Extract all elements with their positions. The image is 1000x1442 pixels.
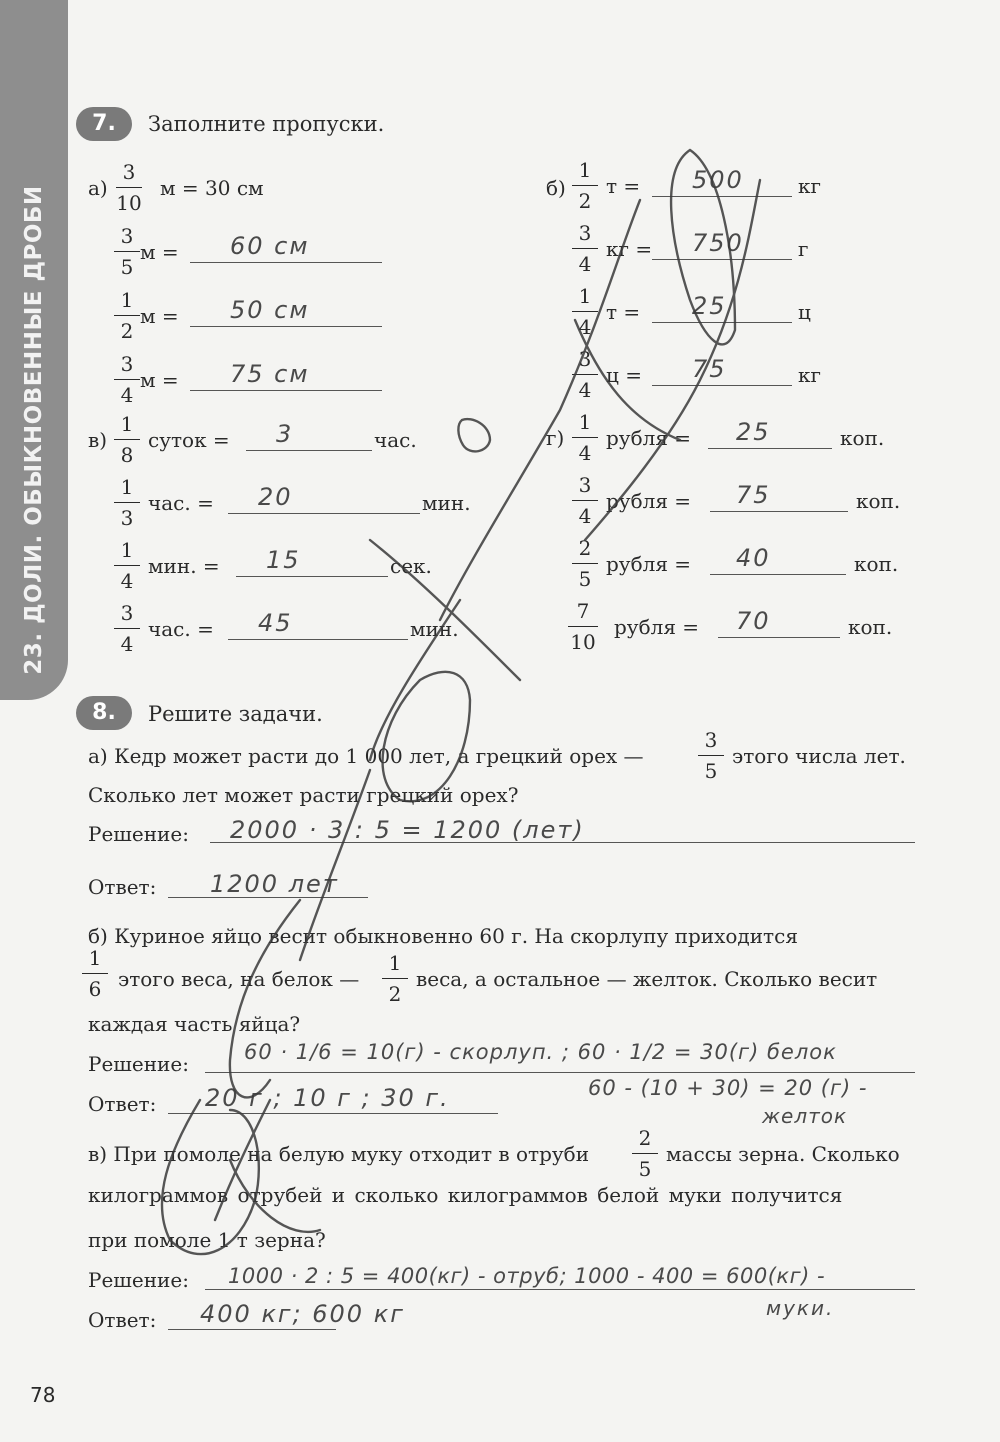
handwritten-answer: 75	[692, 355, 727, 383]
unit-label: коп.	[840, 426, 885, 450]
task-8b-text-3: каждая часть яйца?	[88, 1012, 301, 1036]
fraction: 3 4	[570, 221, 600, 276]
fraction: 2 5	[630, 1126, 660, 1181]
task-8-badge: 8.	[76, 696, 132, 730]
task-8a-solution-label: Решение:	[88, 822, 189, 846]
answer-line	[168, 1329, 336, 1330]
unit-label: час. =	[148, 617, 214, 641]
answer-line	[652, 385, 792, 386]
unit-label: коп.	[856, 489, 901, 513]
task-7g-label: г)	[546, 426, 565, 450]
unit-label: коп.	[854, 552, 899, 576]
handwritten-answer: 15	[266, 546, 301, 574]
unit-label: кг	[798, 363, 821, 387]
fraction: 1 4	[112, 538, 142, 593]
unit-label: м =	[140, 304, 179, 328]
handwritten-answer: 40	[736, 544, 771, 572]
unit-label: кг	[798, 174, 821, 198]
handwritten-answer: 75 см	[230, 360, 310, 388]
unit-label: коп.	[848, 615, 893, 639]
unit-label: м =	[140, 368, 179, 392]
handwritten-answer: 3	[276, 420, 294, 448]
unit-label: г	[798, 237, 809, 261]
handwritten-answer: 70	[736, 607, 771, 635]
handwritten-answer: 50 см	[230, 296, 310, 324]
handwritten-answer: 25	[692, 292, 727, 320]
fraction: 2 5	[570, 536, 600, 591]
fraction: 3 5	[696, 728, 726, 783]
unit-label: т =	[606, 300, 641, 324]
task-8b-text-2a: этого веса, на белок —	[118, 967, 360, 991]
task-8a-text-2: Сколько лет может расти грецкий орех?	[88, 783, 519, 807]
task-8v-answer: 400 кг; 600 кг	[200, 1300, 405, 1328]
answer-line	[718, 637, 840, 638]
task-8a-answer-label: Ответ:	[88, 875, 157, 899]
answer-line	[652, 322, 792, 323]
answer-line	[190, 262, 382, 263]
answer-line	[710, 574, 846, 575]
task-8v-solution-2: муки.	[766, 1296, 835, 1320]
task-8-title: Решите задачи.	[148, 702, 323, 726]
handwritten-answer: 500	[692, 166, 744, 194]
task-8b-answer: 20 г ; 10 г ; 30 г.	[205, 1084, 450, 1112]
task-7-badge: 7.	[76, 107, 132, 141]
chapter-title: 23. ДОЛИ. ОБЫКНОВЕННЫЕ ДРОБИ	[21, 185, 47, 675]
fraction: 3 5	[112, 224, 142, 279]
unit-label: ц =	[606, 363, 642, 387]
fraction: 1 4	[570, 410, 600, 465]
fraction: 7 10	[566, 599, 600, 654]
task-7b-label: б)	[546, 176, 566, 200]
unit-label: рубля =	[614, 615, 700, 639]
unit-label: мин.	[422, 491, 471, 515]
task-8a-solution: 2000 · 3 : 5 = 1200 (лет)	[230, 816, 585, 844]
fraction: 3 4	[570, 473, 600, 528]
fraction: 1 4	[570, 284, 600, 339]
task-8b-text-1: б) Куриное яйцо весит обыкновенно 60 г. На скорлупу приходится	[88, 924, 798, 948]
unit-label: мин.	[410, 617, 459, 641]
fraction: 1 8	[112, 412, 142, 467]
fraction: 1 3	[112, 475, 142, 530]
unit-label: м =	[140, 240, 179, 264]
handwritten-answer: 75	[736, 481, 771, 509]
unit-label: рубля =	[606, 552, 692, 576]
task-8v-text-1: в) При помоле на белую муку отходит в отруби	[88, 1142, 590, 1166]
chapter-sidebar	[0, 0, 68, 700]
answer-line	[710, 511, 848, 512]
answer-line	[190, 390, 382, 391]
task-8v-text-3: при помоле 1 т зерна?	[88, 1228, 326, 1252]
unit-label: час.	[374, 428, 417, 452]
task-8a-text-1: а) Кедр может расти до 1 000 лет, а грецкий орех —	[88, 744, 644, 768]
fraction: 3 4	[570, 347, 600, 402]
task-7a-given: м = 30 см	[160, 176, 264, 200]
answer-line	[205, 1289, 915, 1290]
task-8b-answer-label: Ответ:	[88, 1092, 157, 1116]
task-7v-label: в)	[88, 428, 108, 452]
task-8b-solution-3: желток	[762, 1104, 848, 1128]
fraction: 1 2	[380, 951, 410, 1006]
handwritten-answer: 750	[692, 229, 744, 257]
unit-label: суток =	[148, 428, 230, 452]
unit-label: кг =	[606, 237, 653, 261]
handwritten-answer: 60 см	[230, 232, 310, 260]
task-8v-answer-label: Ответ:	[88, 1308, 157, 1332]
task-8v-text-2: килограммов отрубей и сколько килограммов белой муки получится	[88, 1183, 843, 1207]
fraction: 3 10	[116, 160, 142, 215]
task-8a-answer: 1200 лет	[210, 870, 339, 898]
task-8a-text-1-end: этого числа лет.	[732, 744, 906, 768]
task-8b-solution-1: 60 · 1/6 = 10(г) - скорлуп. ; 60 · 1/2 = 30(г) белок	[244, 1040, 837, 1064]
answer-line	[652, 259, 792, 260]
unit-label: мин. =	[148, 554, 220, 578]
answer-line	[168, 1113, 498, 1114]
unit-label: сек.	[390, 554, 432, 578]
unit-label: час. =	[148, 491, 214, 515]
task-8v-text-1-end: массы зерна. Сколько	[666, 1142, 900, 1166]
task-8b-text-2b: веса, а остальное — желток. Сколько весит	[416, 967, 878, 991]
task-8b-solution-label: Решение:	[88, 1052, 189, 1076]
task-8v-solution-1: 1000 · 2 : 5 = 400(кг) - отруб; 1000 - 400 = 600(кг) -	[228, 1264, 826, 1288]
task-7a-label: а)	[88, 176, 108, 200]
fraction: 1 2	[112, 288, 142, 343]
answer-line	[246, 450, 372, 451]
unit-label: рубля =	[606, 489, 692, 513]
task-8v-solution-label: Решение:	[88, 1268, 189, 1292]
handwritten-answer: 45	[258, 609, 293, 637]
fraction: 1 2	[570, 158, 600, 213]
answer-line	[205, 1072, 915, 1073]
fraction: 3 4	[112, 352, 142, 407]
answer-line	[236, 576, 388, 577]
unit-label: ц	[798, 300, 811, 324]
handwritten-answer: 20	[258, 483, 293, 511]
answer-line	[190, 326, 382, 327]
page-number: 78	[30, 1383, 56, 1407]
answer-line	[652, 196, 792, 197]
fraction: 1 6	[80, 946, 110, 1001]
answer-line	[228, 513, 420, 514]
unit-label: рубля =	[606, 426, 692, 450]
unit-label: т =	[606, 174, 641, 198]
answer-line	[708, 448, 832, 449]
fraction: 3 4	[112, 601, 142, 656]
answer-line	[228, 639, 408, 640]
handwritten-answer: 25	[736, 418, 771, 446]
task-8b-solution-2: 60 - (10 + 30) = 20 (г) -	[588, 1076, 868, 1100]
task-7-title: Заполните пропуски.	[148, 112, 385, 136]
